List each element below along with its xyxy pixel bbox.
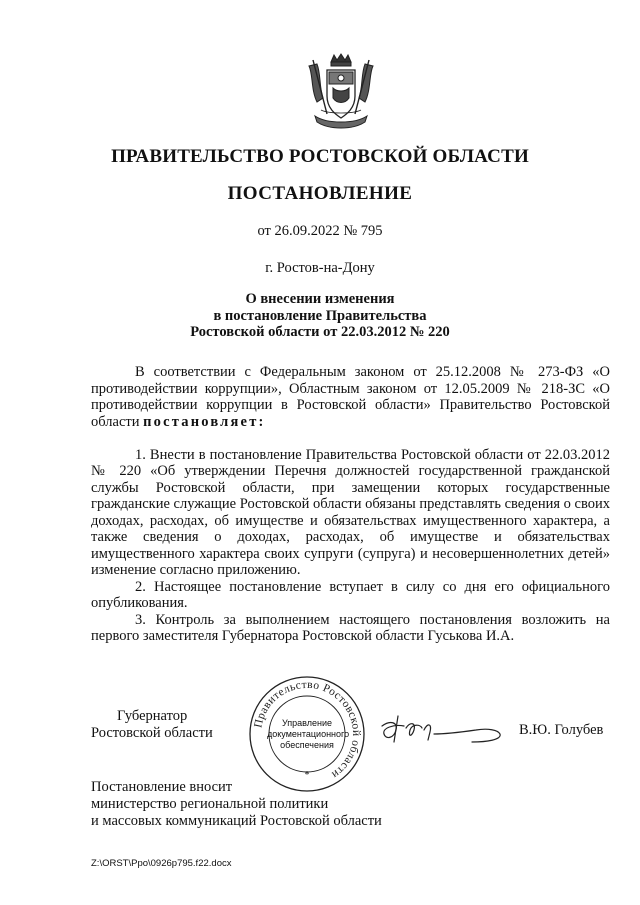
subject-heading (0, 291, 640, 341)
document-type: ПОСТАНОВЛЕНИЕ (227, 183, 413, 204)
item-paragraph: 1. Внести в постановление Правительства Ростовской области от 22.03.2012 № 220 «Об утверждении Перечня должностей государственной гражданской службы Ростовской области, при замещении которых государственные гражданские служащие Ростовской области обязаны представлять сведения о своих доходах, расходах, об имуществе и обязательствах имущественного характера, а также сведения о доходах, расходах, об имуществе и обязательствах имущественного характера своих супруги (супруга) и несовершеннолетних детей» изменение согласно приложению. (91, 446, 610, 578)
page-title: ПРАВИТЕЛЬСТВО РОСТОВСКОЙ ОБЛАСТИ (111, 146, 529, 167)
subject-line: в постановление Правительства (213, 307, 427, 324)
submitted-by (91, 779, 382, 830)
document-body (91, 364, 610, 645)
coat-of-arms-icon (303, 52, 379, 134)
date-number: от 26.09.2022 № 795 (257, 223, 383, 239)
preamble-text: В соответствии с Федеральным законом от 25.12.2008 № 273-ФЗ «О противодействии коррупции», Областным законом от 12.05.2009 № 218-ЗС «О противодействии коррупции в Ростовской области» Правительство Ростовской области (91, 364, 610, 430)
submitted-line: и массовых коммуникаций Ростовской области (91, 813, 382, 829)
position-line: Ростовской области (91, 724, 213, 741)
official-seal (248, 675, 366, 793)
preamble-paragraph (91, 364, 610, 430)
item-paragraph: 3. Контроль за выполнением настоящего постановления возложить на первого заместителя Губернатора Ростовской области Гуськова И.А. (91, 611, 610, 644)
item-paragraph: 2. Настоящее постановление вступает в силу со дня его официального опубликования. (91, 578, 610, 611)
signatory-position (91, 708, 213, 741)
seal-inner-line: документационного (267, 729, 350, 739)
signatory-name: В.Ю. Голубев (519, 722, 604, 738)
signature-icon (376, 712, 512, 750)
seal-star: * (304, 770, 310, 781)
submitted-line: министерство региональной политики (91, 796, 329, 812)
position-line: Губернатор (117, 708, 188, 724)
file-path: Z:\ORST\Ppo\0926p795.f22.docx (91, 858, 232, 869)
seal-inner-line: обеспечения (280, 740, 334, 750)
decree-word: постановляет: (143, 413, 266, 430)
seal-inner-line: Управление (281, 718, 333, 728)
city: г. Ростов-на-Дону (265, 260, 375, 276)
submitted-line: Постановление вносит (91, 779, 233, 795)
subject-line: О внесении изменения (245, 291, 395, 307)
seal-inner-text (267, 718, 350, 751)
subject-line: Ростовской области от 22.03.2012 № 220 (190, 324, 450, 340)
seal-ring-text: Правительство Ростовской области (252, 678, 363, 781)
